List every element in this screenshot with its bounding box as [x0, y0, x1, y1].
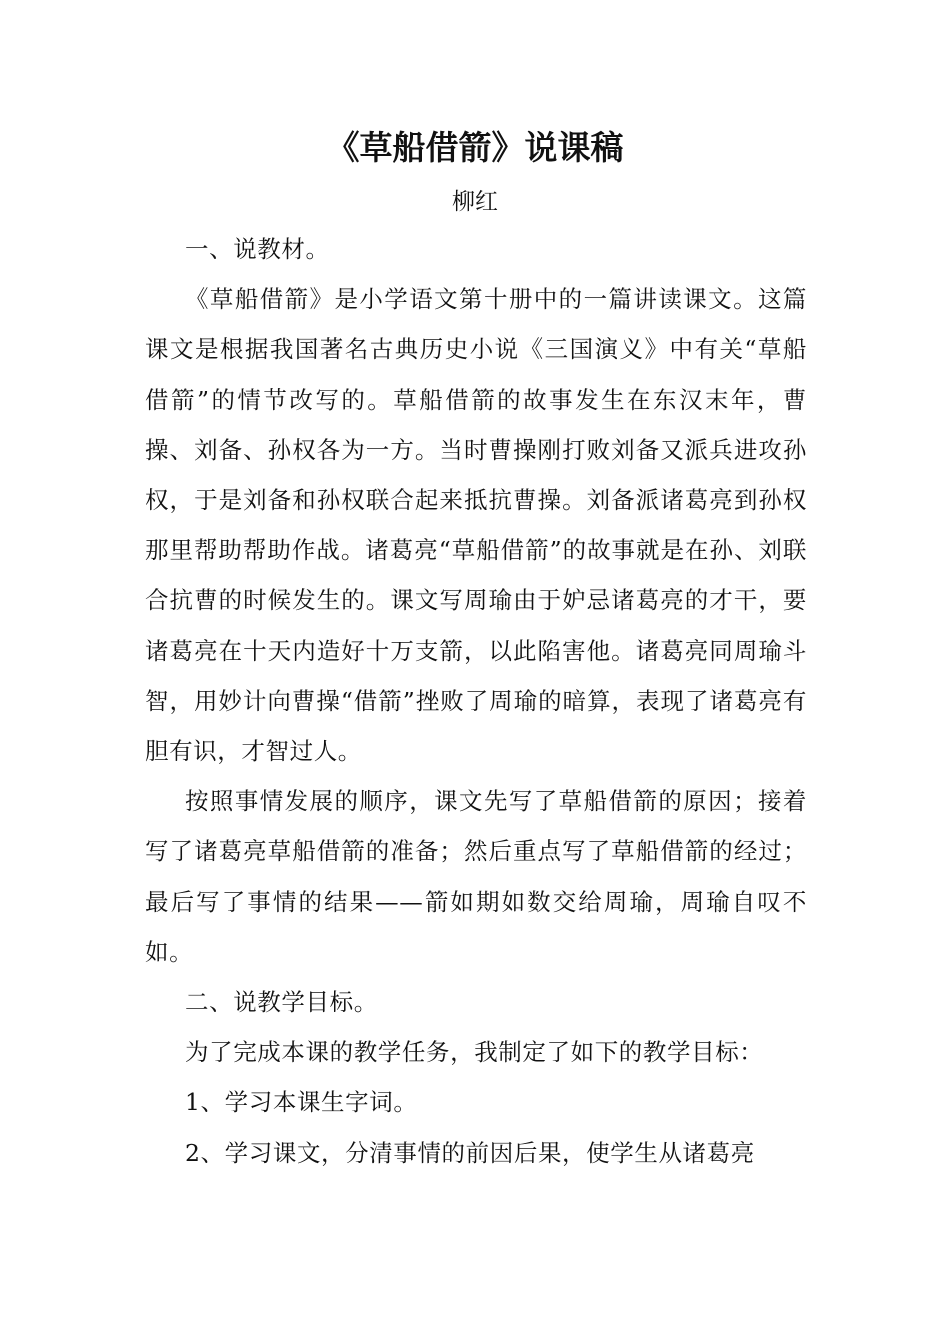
objective-item-1: 1、学习本课生字词。: [185, 1088, 418, 1117]
section-heading-textbook: 一、说教材。: [185, 235, 330, 263]
document-author: 柳红: [452, 189, 498, 215]
document-body: [145, 224, 807, 1178]
document-title: 《草船借箭》说课稿: [326, 128, 624, 167]
paragraph-textbook-intro: 《草船借箭》是小学语文第十册中的一篇讲读课文。这篇课文是根据我国著名古典历史小说《三国演义》中有关“草船借箭”的情节改写的。草船借箭的故事发生在东汉末年，曹操、刘备、孙权各为一方。当时曹操刚打败刘备又派兵进攻孙权，于是刘备和孙权联合起来抵抗曹操。刘备派诸葛亮到孙权那里帮助帮助作战。诸葛亮“草船借箭”的故事就是在孙、刘联合抗曹的时候发生的。课文写周瑜由于妒忌诸葛亮的才干，要诸葛亮在十天内造好十万支箭，以此陷害他。诸葛亮同周瑜斗智，用妙计向曹操“借箭”挫败了周瑜的暗算，表现了诸葛亮有胆有识，才智过人。: [145, 285, 807, 766]
paragraph-text-structure: 按照事情发展的顺序，课文先写了草船借箭的原因；接着写了诸葛亮草船借箭的准备；然后重点写了草船借箭的经过；最后写了事情的结果——箭如期如数交给周瑜，周瑜自叹不如。: [145, 787, 807, 966]
paragraph-objectives-intro: 为了完成本课的教学任务，我制定了如下的教学目标：: [185, 1038, 764, 1067]
section-heading-objectives: 二、说教学目标。: [185, 988, 378, 1017]
objective-item-2: 2、学习课文，分清事情的前因后果，使学生从诸葛亮: [185, 1138, 755, 1167]
